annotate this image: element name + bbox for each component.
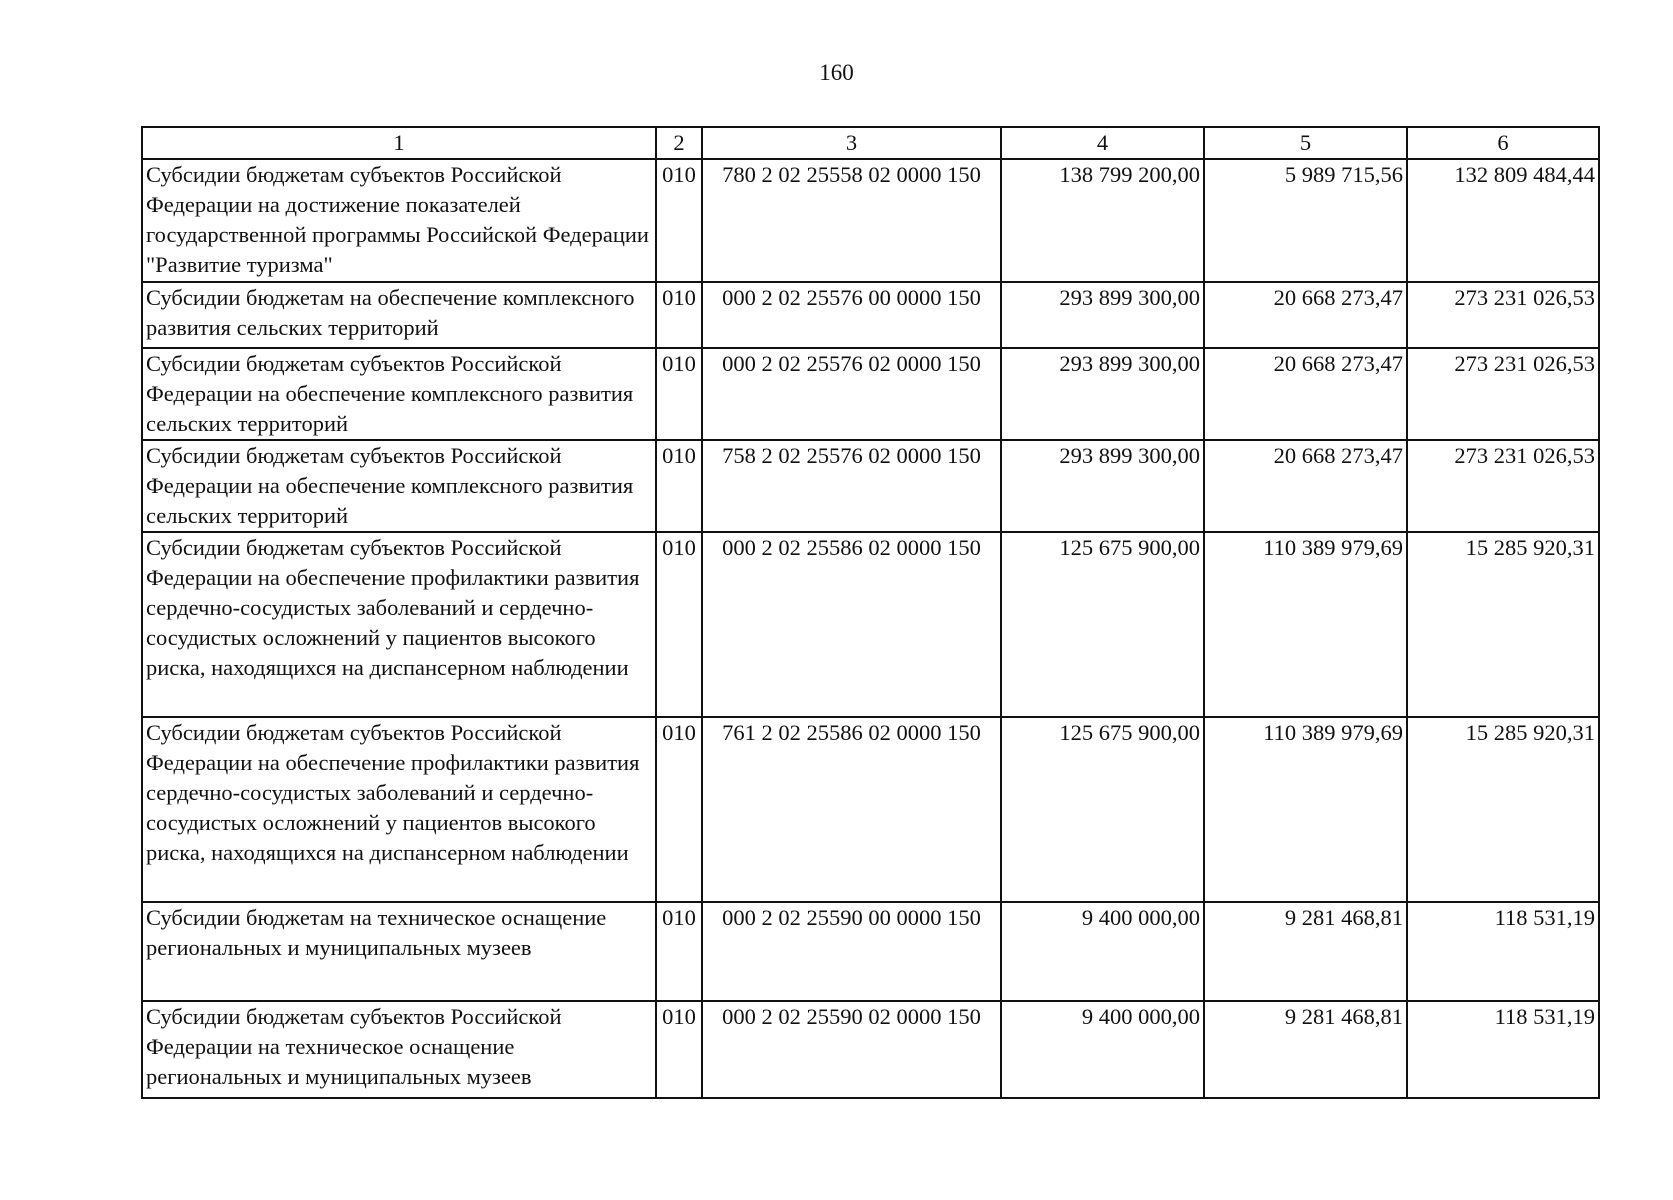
row-line-code: 010	[656, 159, 702, 282]
row-budget-class-code: 761 2 02 25586 02 0000 150	[702, 717, 1001, 902]
row-remaining-amount: 15 285 920,31	[1407, 532, 1599, 717]
row-executed-amount: 20 668 273,47	[1204, 348, 1407, 440]
row-budget-class-code: 780 2 02 25558 02 0000 150	[702, 159, 1001, 282]
row-remaining-amount: 132 809 484,44	[1407, 159, 1599, 282]
row-executed-amount: 20 668 273,47	[1204, 440, 1407, 532]
row-approved-amount: 9 400 000,00	[1001, 1001, 1204, 1098]
table-row	[142, 717, 1599, 902]
row-description: Субсидии бюджетам субъектов Российской Федерации на обеспечение профилактики развития сердечно-сосудистых заболеваний и сердечно-сосудистых осложнений у пациентов высокого риска, находящихся на диспансерном наблюдении	[142, 532, 656, 717]
table-row	[142, 282, 1599, 348]
row-remaining-amount: 273 231 026,53	[1407, 282, 1599, 348]
row-line-code: 010	[656, 902, 702, 1001]
column-header: 6	[1407, 127, 1599, 159]
budget-table	[141, 126, 1600, 1099]
column-header: 3	[702, 127, 1001, 159]
row-description: Субсидии бюджетам субъектов Российской Федерации на достижение показателей государственной программы Российской Федерации "Развитие туризма"	[142, 159, 656, 282]
row-remaining-amount: 118 531,19	[1407, 1001, 1599, 1098]
row-budget-class-code: 000 2 02 25590 02 0000 150	[702, 1001, 1001, 1098]
table-row	[142, 1001, 1599, 1098]
row-approved-amount: 9 400 000,00	[1001, 902, 1204, 1001]
row-description: Субсидии бюджетам на техническое оснащение региональных и муниципальных музеев	[142, 902, 656, 1001]
row-description: Субсидии бюджетам субъектов Российской Федерации на техническое оснащение региональных и муниципальных музеев	[142, 1001, 656, 1098]
column-header: 2	[656, 127, 702, 159]
table-row	[142, 159, 1599, 282]
table-row	[142, 902, 1599, 1001]
row-approved-amount: 125 675 900,00	[1001, 532, 1204, 717]
row-remaining-amount: 273 231 026,53	[1407, 440, 1599, 532]
row-description: Субсидии бюджетам на обеспечение комплексного развития сельских территорий	[142, 282, 656, 348]
row-approved-amount: 138 799 200,00	[1001, 159, 1204, 282]
row-executed-amount: 5 989 715,56	[1204, 159, 1407, 282]
row-approved-amount: 293 899 300,00	[1001, 440, 1204, 532]
row-line-code: 010	[656, 348, 702, 440]
row-approved-amount: 125 675 900,00	[1001, 717, 1204, 902]
row-description: Субсидии бюджетам субъектов Российской Федерации на обеспечение комплексного развития сельских территорий	[142, 440, 656, 532]
row-executed-amount: 9 281 468,81	[1204, 902, 1407, 1001]
row-line-code: 010	[656, 1001, 702, 1098]
row-remaining-amount: 273 231 026,53	[1407, 348, 1599, 440]
table-row	[142, 348, 1599, 440]
table-row	[142, 440, 1599, 532]
column-header: 1	[142, 127, 656, 159]
row-description: Субсидии бюджетам субъектов Российской Федерации на обеспечение комплексного развития сельских территорий	[142, 348, 656, 440]
row-line-code: 010	[656, 440, 702, 532]
row-remaining-amount: 15 285 920,31	[1407, 717, 1599, 902]
row-executed-amount: 110 389 979,69	[1204, 717, 1407, 902]
row-budget-class-code: 000 2 02 25576 00 0000 150	[702, 282, 1001, 348]
row-executed-amount: 9 281 468,81	[1204, 1001, 1407, 1098]
row-line-code: 010	[656, 282, 702, 348]
table-row	[142, 532, 1599, 717]
page-number: 160	[819, 60, 854, 85]
row-budget-class-code: 000 2 02 25576 02 0000 150	[702, 348, 1001, 440]
row-remaining-amount: 118 531,19	[1407, 902, 1599, 1001]
column-header: 5	[1204, 127, 1407, 159]
row-executed-amount: 20 668 273,47	[1204, 282, 1407, 348]
column-header: 4	[1001, 127, 1204, 159]
row-budget-class-code: 000 2 02 25586 02 0000 150	[702, 532, 1001, 717]
table-header-row	[142, 127, 1599, 159]
row-budget-class-code: 758 2 02 25576 02 0000 150	[702, 440, 1001, 532]
row-description: Субсидии бюджетам субъектов Российской Федерации на обеспечение профилактики развития сердечно-сосудистых заболеваний и сердечно-сосудистых осложнений у пациентов высокого риска, находящихся на диспансерном наблюдении	[142, 717, 656, 902]
row-approved-amount: 293 899 300,00	[1001, 282, 1204, 348]
row-line-code: 010	[656, 717, 702, 902]
row-line-code: 010	[656, 532, 702, 717]
row-approved-amount: 293 899 300,00	[1001, 348, 1204, 440]
row-budget-class-code: 000 2 02 25590 00 0000 150	[702, 902, 1001, 1001]
row-executed-amount: 110 389 979,69	[1204, 532, 1407, 717]
